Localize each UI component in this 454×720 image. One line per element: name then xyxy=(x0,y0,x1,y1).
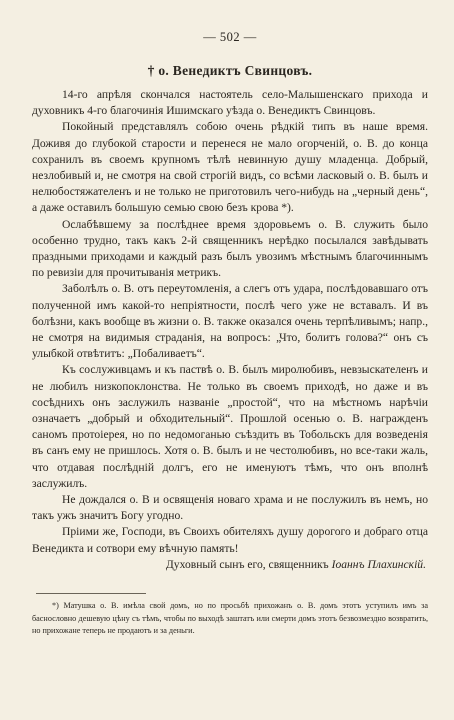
paragraph-7: Пріими же, Господи, въ Своихъ обителяхъ душу дорогого и добраго отца Венедикта и сотвори ему вѣчную память! xyxy=(32,525,428,555)
paragraph-3: Ослабѣвшему за послѣднее время здоровьемъ о. В. служить было особенно трудно, такъ какъ 2-й священникъ нерѣдко посылался завѣдывать праздными приходами и каждый разъ былъ увозимъ мѣстнымъ благочиннымъ по ревизіи для прочитыванія метрикъ. xyxy=(32,217,428,280)
footnote: *) Матушка о. В. имѣла свой домъ, но по просьбѣ прихожанъ о. В. домъ этотъ уступилъ имъ за баснословно дешевую цѣну съ тѣмъ, чтобы по выходѣ заштатъ или смерти домъ этотъ безвозмездно возвратить, но прихожане теперь не продаютъ и за деньги. xyxy=(32,601,428,636)
paragraph-4: Заболѣлъ о. В. отъ переутомленія, а слегъ отъ удара, послѣдовавшаго отъ полученной имъ какой-то непріятности, послѣ чего уже не вставалъ. И въ болѣзни, какъ вообще въ жизни о. В. также оказался очень терпѣливымъ; напр., не смотря на видимыя страданія, на вопросъ: „Что, болитъ голова?“ онъ съ улыбкой отвѣтитъ: „Побаливаетъ“. xyxy=(32,282,428,361)
signature xyxy=(32,557,428,573)
paragraph-6: Не дождался о. В и освященія новаго храма и не послужилъ въ немъ, но такъ ужъ значитъ Богу угодно. xyxy=(32,493,428,523)
footnote-divider xyxy=(36,593,146,594)
paragraph-2: Покойный представлялъ собою очень рѣдкій типъ въ наше время. Доживя до глубокой старости и перенеся не мало огорченій, о. В. до конца сохранилъ въ своемъ крупномъ тѣлѣ невинную душу младенца. Добрый, незлобивый и, не смотря на свой строгій видъ, со всѣми ласковый о. В. былъ и нелюбостяжателенъ и не только не приготовилъ чего-нибудь на „черный день“, а даже оставилъ большую семью свою безъ крова *). xyxy=(32,120,428,215)
page-number: — 502 — xyxy=(203,30,257,44)
signature-author: Іоаннъ Плахинскій. xyxy=(331,557,426,571)
paragraph-1: 14-го апрѣля скончался настоятель село-Малышенскаго прихода и духовникъ 4-го благочинія Ишимскаго уѣзда о. Венедиктъ Свинцовъ. xyxy=(32,88,428,118)
paragraph-5: Къ сослуживцамъ и къ паствѣ о. В. былъ миролюбивъ, невзыскателенъ и не любилъ низкопоклонства. Не только въ своемъ приходѣ, но даже и въ сосѣднихъ онъ заслужилъ названіе „простой“, что на мѣстномъ нарѣчіи означаетъ „добрый и обходительный“. Прошлой осенью о. В. награжденъ саномъ протоіерея, но по недомоганью съѣздить въ Тобольскъ для возведенія въ санъ ему не пришлось. Хотя о. В. былъ и не честолюбивъ, но все-таки жаль, что отдавая послѣдній долгъ, его не именуютъ тѣмъ, что онъ вполнѣ заслужилъ. xyxy=(32,363,428,490)
article-title: † о. Венедиктъ Свинцовъ. xyxy=(147,63,313,78)
signature-prefix: Духовный сынъ его, священникъ xyxy=(165,557,332,571)
